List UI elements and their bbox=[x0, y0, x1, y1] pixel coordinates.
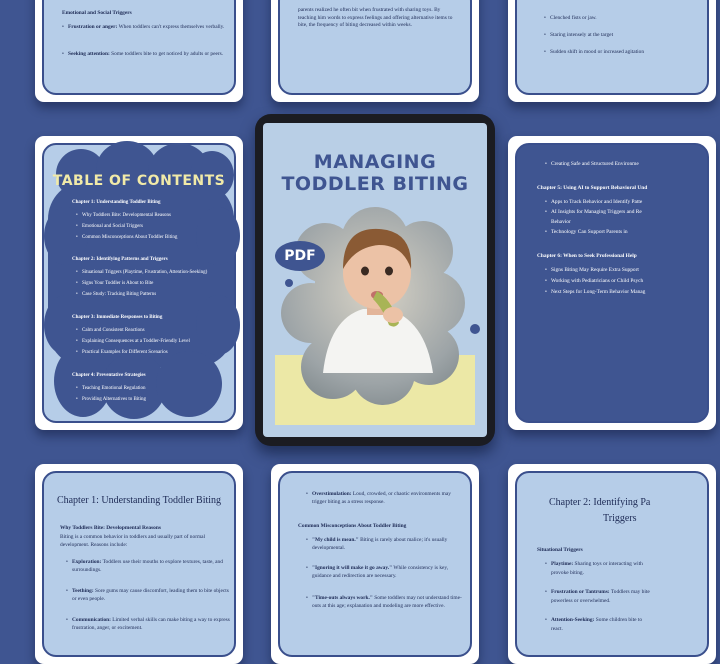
list-item: • Sudden shift in mood or increased agitation bbox=[550, 49, 720, 57]
paragraph: parents realized he often bit when frustrated with sharing toys. By teaching him words to express feelings and offering alternative items to bite, the frequency of biting decreased within weeks. bbox=[298, 7, 453, 29]
list-item: • Creating Safe and Structured Environme bbox=[551, 161, 639, 169]
page-card-mid-right bbox=[508, 136, 716, 430]
page-card-bottom-right bbox=[508, 464, 716, 664]
list-item: • "Ignoring it will make it go away." While consistency is key, guidance and redirection are necessary. bbox=[312, 565, 462, 580]
toc-chapter: Chapter 3: Immediate Responses to Biting bbox=[72, 315, 163, 320]
list-item: • "My child is mean." Biting is rarely about malice; it's usually developmental. bbox=[312, 537, 462, 552]
page-card-bottom-middle bbox=[271, 464, 479, 664]
list-item: • Next Steps for Long-Term Behavior Manag bbox=[551, 289, 645, 297]
section-heading: Common Misconceptions About Toddler Biting bbox=[298, 523, 407, 529]
chapter-heading: Chapter 6: When to Seek Professional Help bbox=[537, 253, 637, 259]
toc-item: • Practical Examples for Different Scenarios bbox=[82, 350, 168, 355]
toddler-photo bbox=[263, 123, 487, 437]
page-content bbox=[42, 143, 236, 423]
toc-item: • Why Toddlers Bite: Developmental Reasons bbox=[82, 213, 171, 218]
chapter-heading: Chapter 5: Using AI to Support Behavioral Und bbox=[537, 185, 648, 191]
page-card-toc bbox=[35, 136, 243, 430]
list-item: • Playtime: Sharing toys or interacting with bbox=[551, 561, 643, 569]
page-content bbox=[278, 471, 472, 657]
cover-title-line1: MANAGING bbox=[313, 151, 437, 173]
list-item: • Technology Can Support Parents in bbox=[551, 229, 628, 237]
toc-item: • Situational Triggers (Playtime, Frustration, Attention-Seeking) bbox=[82, 270, 207, 275]
toc-chapter: Chapter 2: Identifying Patterns and Triggers bbox=[72, 257, 168, 262]
page-content bbox=[515, 471, 709, 657]
page-content bbox=[515, 0, 709, 95]
section-heading: Why Toddlers Bite: Developmental Reasons bbox=[60, 525, 161, 531]
page-content bbox=[278, 0, 472, 95]
list-item: • Exploration: Toddlers use their mouths to explore textures, taste, and surroundings. bbox=[72, 559, 232, 574]
toc-item: • Explaining Consequences at a Toddler-Friendly Level bbox=[82, 339, 190, 344]
page-content bbox=[515, 143, 709, 423]
section-heading: Situational Triggers bbox=[537, 547, 583, 553]
toc-item: • Calm and Consistent Reactions bbox=[82, 328, 145, 333]
toc-item: • Signs Your Toddler is About to Bite bbox=[82, 281, 153, 286]
list-item-continuation: powerless or overwhelmed. bbox=[551, 598, 611, 604]
list-item: • Seeking attention: Some toddlers bite to get noticed by adults or peers. bbox=[68, 51, 238, 59]
list-item: • Signs Biting May Require Extra Support bbox=[551, 267, 639, 275]
tablet-device bbox=[255, 114, 495, 446]
list-item: • Communication: Limited verbal skills can make biting a way to express frustration, anger, or excitement. bbox=[72, 617, 232, 632]
list-item: • AI Insights for Managing Triggers and Re bbox=[551, 209, 642, 217]
page-card-top-right bbox=[508, 0, 716, 102]
toc-title: TABLE OF CONTENTS bbox=[52, 173, 226, 189]
list-item-continuation: provoke biting. bbox=[551, 570, 584, 576]
toc-item: • Case Study: Tracking Biting Patterns bbox=[82, 292, 156, 297]
page-card-top-left bbox=[35, 0, 243, 102]
list-item: • Apps to Track Behavior and Identify Patte bbox=[551, 199, 642, 207]
chapter-title: Chapter 2: Identifying Pa bbox=[549, 497, 651, 508]
list-item: • Overstimulation: Loud, crowded, or chaotic environments may trigger biting as a stress response. bbox=[312, 491, 462, 506]
list-item: • Teething: Sore gums may cause discomfort, leading them to bite objects or even people. bbox=[72, 588, 232, 603]
section-heading: Emotional and Social Triggers bbox=[62, 10, 132, 16]
page-content bbox=[42, 0, 236, 95]
list-item: • Frustration or anger: When toddlers can't express themselves verbally. bbox=[68, 24, 238, 32]
paragraph: Biting is a common behavior in toddlers and usually part of normal development. Reasons include: bbox=[60, 534, 206, 548]
pdf-badge: PDF bbox=[275, 241, 325, 271]
page-content bbox=[42, 471, 236, 657]
toc-item: • Providing Alternatives to Biting bbox=[82, 397, 146, 402]
list-item: • Staring intensely at the target bbox=[550, 32, 720, 40]
toc-chapter: Chapter 4: Preventative Strategies bbox=[72, 373, 146, 378]
page-card-bottom-left bbox=[35, 464, 243, 664]
cover-title-line2: TODDLER BITING bbox=[281, 173, 469, 195]
list-item: • Frustration or Tantrums: Toddlers may bite bbox=[551, 589, 650, 597]
list-item: • Clenched fists or jaw. bbox=[550, 15, 720, 23]
ebook-cover bbox=[263, 123, 487, 437]
list-item: • "Time-outs always work." Some toddlers may not understand time-outs at this age; explanation and modeling are more effective. bbox=[312, 595, 462, 610]
toc-item: • Emotional and Social Triggers bbox=[82, 224, 143, 229]
list-item: • Attention-Seeking: Some children bite to bbox=[551, 617, 642, 625]
list-item: • Working with Pediatricians or Child Psych bbox=[551, 278, 643, 286]
list-item-continuation: react. bbox=[551, 626, 563, 632]
page-card-top-middle bbox=[271, 0, 479, 102]
chapter-title: Chapter 1: Understanding Toddler Biting bbox=[56, 495, 222, 506]
toc-chapter: Chapter 1: Understanding Toddler Biting bbox=[72, 200, 161, 205]
toc-item: • Common Misconceptions About Toddler Biting bbox=[82, 235, 177, 240]
toc-item: • Teaching Emotional Regulation bbox=[82, 386, 146, 391]
chapter-title-line2: Triggers bbox=[603, 513, 637, 524]
list-item-continuation: Behavior bbox=[551, 219, 571, 225]
